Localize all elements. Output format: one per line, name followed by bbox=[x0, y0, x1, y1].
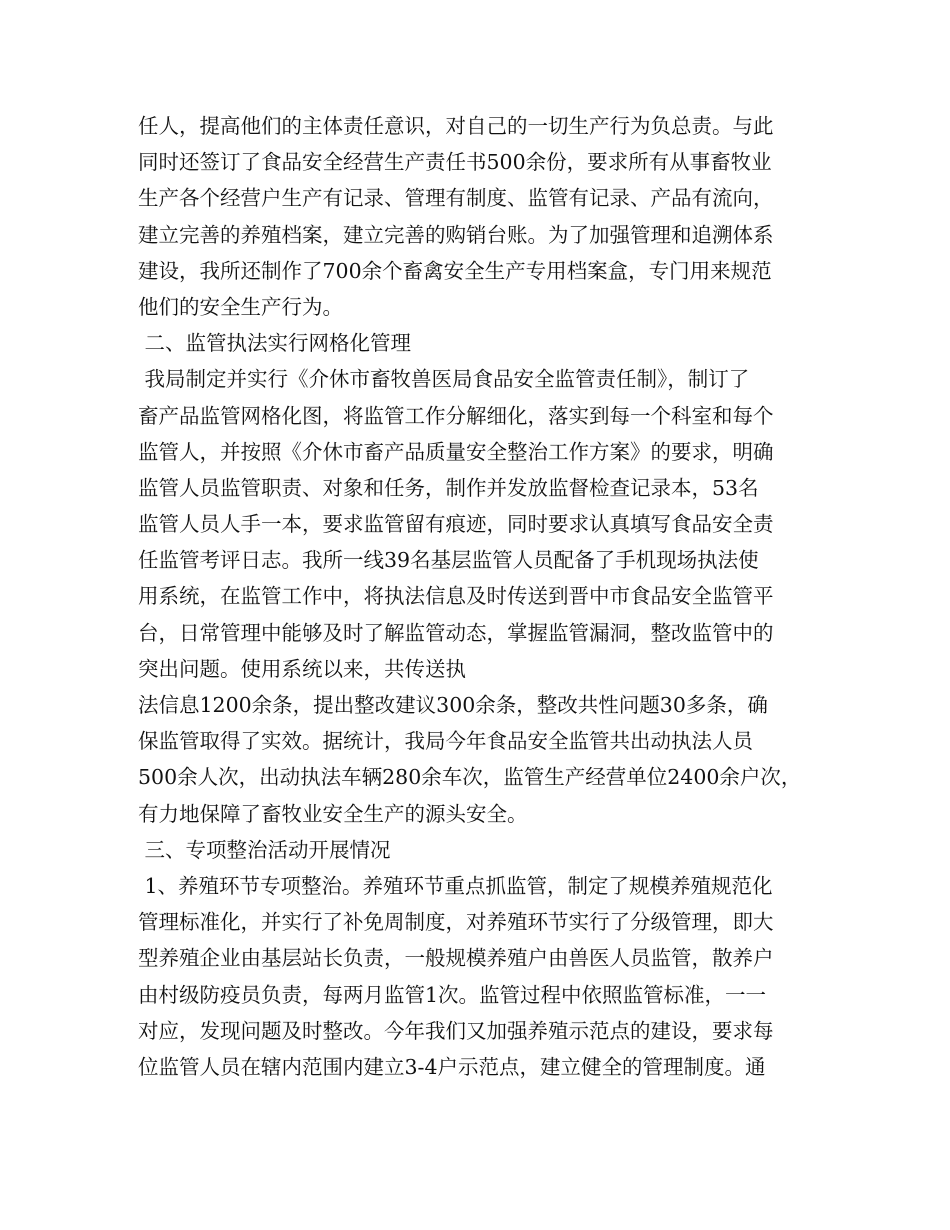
text-line: 管理标准化，并实行了补免周制度，对养殖环节实行了分级管理，即大 bbox=[138, 910, 774, 935]
text-line: 突出问题。使用系统以来，共传送执 bbox=[138, 656, 466, 681]
text-line: 他们的安全生产行为。 bbox=[138, 294, 343, 319]
text-line: 法信息1200余条，提出整改建议300余条，整改共性问题30多条，确 bbox=[138, 693, 768, 717]
text-line: 保监管取得了实效。据统计，我局今年食品安全监管共出动执法人员 bbox=[138, 729, 753, 754]
section-heading: 二、监管执法实行网格化管理 bbox=[138, 331, 412, 356]
text-line: 任人，提高他们的主体责任意识，对自己的一切生产行为负总责。与此 bbox=[138, 114, 774, 138]
text-line: 同时还签订了食品安全经营生产责任书500余份，要求所有从事畜牧业 bbox=[138, 150, 772, 175]
text-line: 位监管人员在辖内范围内建立3-4户示范点，建立健全的管理制度。通 bbox=[138, 1054, 766, 1079]
text-line: 型养殖企业由基层站长负责，一般规模养殖户由兽医人员监管，散养户 bbox=[138, 946, 774, 971]
text-line: 对应，发现问题及时整改。今年我们又加强养殖示范点的建设，要求每 bbox=[138, 1018, 774, 1043]
text-line: 监管人员监管职责、对象和任务，制作并发放监督检查记录本，53名 bbox=[138, 475, 759, 500]
text-line: 1、养殖环节专项整治。养殖环节重点抓监管，制定了规模养殖规范化 bbox=[138, 873, 773, 898]
text-line: 我局制定并实行《介休市畜牧兽医局食品安全监管责任制》，制订了 bbox=[138, 367, 750, 392]
text-line: 生产各个经营户生产有记录、管理有制度、监管有记录、产品有流向， bbox=[138, 186, 774, 211]
section-heading: 三、专项整治活动开展情况 bbox=[138, 837, 391, 862]
text-line: 建设，我所还制作了700余个畜禽安全生产专用档案盒，专门用来规范 bbox=[138, 258, 772, 283]
text-line: 任监管考评日志。我所一线39名基层监管人员配备了手机现场执法使 bbox=[138, 548, 759, 573]
text-line: 监管人员人手一本，要求监管留有痕迹，同时要求认真填写食品安全责 bbox=[138, 512, 774, 537]
body-text bbox=[138, 108, 818, 1085]
text-line: 畜产品监管网格化图，将监管工作分解细化，落实到每一个科室和每个 bbox=[138, 403, 774, 428]
text-line: 监管人，并按照《介休市畜产品质量安全整治工作方案》的要求，明确 bbox=[138, 439, 774, 464]
text-line: 有力地保障了畜牧业安全生产的源头安全。 bbox=[138, 801, 528, 826]
text-line: 建立完善的养殖档案，建立完善的购销台账。为了加强管理和追溯体系 bbox=[138, 222, 774, 247]
text-line: 由村级防疫员负责，每两月监管1次。监管过程中依照监管标准，一一 bbox=[138, 982, 767, 1007]
text-line: 台，日常管理中能够及时了解监管动态，掌握监管漏洞，整改监管中的 bbox=[138, 620, 774, 645]
text-line: 用系统，在监管工作中，将执法信息及时传送到晋中市食品安全监管平 bbox=[138, 584, 774, 609]
text-line: 500余人次，出动执法车辆280余车次，监管生产经营单位2400余户次， bbox=[138, 765, 802, 790]
